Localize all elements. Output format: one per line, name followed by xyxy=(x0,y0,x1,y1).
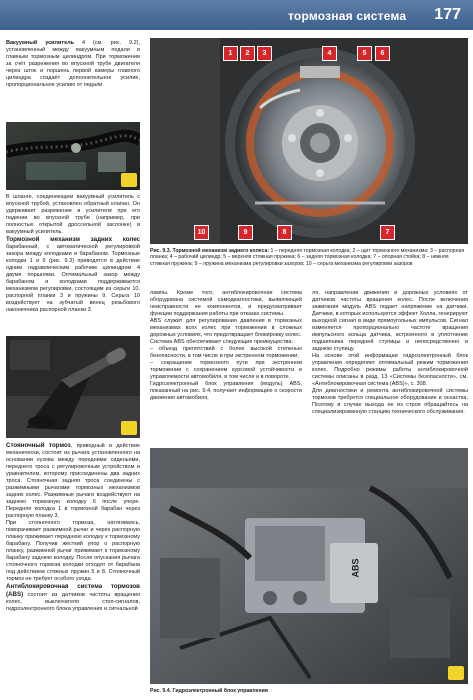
figure-caption-bottom: Рис. 9.4. Гидроэлектронный блок управления xyxy=(150,688,268,694)
callout-3: 3 xyxy=(257,46,272,61)
wrench-icon xyxy=(448,666,464,680)
wrench-icon xyxy=(121,421,137,435)
abs-label: ABS xyxy=(350,558,361,578)
paragraph: Вакуумный усилитель 4 (см. рис. 9.2), установленный между вакуумным педали и главным тормозным цилиндром. При торможении за счёт разрежения во впускной трубе двигателя через шток и поршень первой камеры главного цилиндра создаёт дополнительное усилие, пропорциональное усилию от педали. xyxy=(6,40,140,88)
callout-9: 9 xyxy=(238,225,253,240)
paragraph: – сокращение тормозного пути при экстренном торможении с сохранением курсовой устойчивости и управляемости автомобиля, в том числе и в повороте. xyxy=(150,360,302,380)
paragraph: Антиблокировочная система тормозов (ABS) состоит из датчиков частоты вращения колес, выключателя стоп-сигналов, гидроэлектронного блока управления и сигнальной xyxy=(6,583,140,612)
paragraph: Система ABS обеспечивает следующие преимущества: xyxy=(150,339,293,345)
vacuum-hose-photo xyxy=(6,122,140,190)
wrench-icon xyxy=(121,173,137,187)
paragraph: В шланге, соединяющем вакуумный усилитель с впускной трубой, установлен обратный клапан. Он удерживает разрежение в усилителе при его падении во впускной трубе (например, при полностью открытой дроссельной заслонке) в вакуумный усилитель. xyxy=(6,194,140,235)
paragraph: Стояночный тормоз, приводный в действие механически, состоит из рычага установленного на основании кузова между передними сиденьями, переднего троса с регулировочным устройством и уравнителем, которому присоединены два задних троса. Стояночная задняя троса соединены с разжимными рычагами тормозных механизмов задних колес. Разжимные рычаги воздействуют на заднюю тормозную колодку 6 после упоре. Передняя колодка 1 в тормозной барабан через распорную планку 3. xyxy=(6,442,140,519)
callout-6: 6 xyxy=(375,46,390,61)
paragraph: ля, направлении движения и дорожных условиях от датчиков частоты вращения колес. После включения зажигания модуль ABS подает напряжение на датчики. Датчики, в которых используется эффект Холла, генерируют выходной сигнал в виде прямоугольных импульсов. Сигнал изменяется пропорционально частоте вращения импульсного кольца датчика, встроенного в уплотнение подшипника передней ступицы и непосредственно в заднюю ступицу. xyxy=(312,290,468,352)
left-top-text xyxy=(6,40,140,120)
abs-unit-photo xyxy=(150,448,468,684)
section-title: тормозная система xyxy=(288,9,407,23)
rear-brake-photo xyxy=(150,38,468,244)
paragraph: – объезд препятствий с более высокой степенью безопасности, в том числе и при экстренном торможении; xyxy=(150,346,302,359)
callout-1: 1 xyxy=(223,46,238,61)
parking-brake-photo xyxy=(6,336,140,438)
callout-10: 10 xyxy=(194,225,209,240)
paragraph: Гидроэлектронный блок управления (модуль) ABS, показанный на рис. 9.4, получает информацию о скорости движения автомобиля, xyxy=(150,381,302,401)
callout-2: 2 xyxy=(240,46,255,61)
parking-brake-illustration xyxy=(6,336,140,438)
mid-column-text xyxy=(150,290,302,444)
right-column-text xyxy=(312,290,468,444)
paragraph: Тормозной механизм задних колес барабанный, с автоматической регулировкой зазора между колодками и барабаном. Тормозные колодки 1 и 6 (рис. 9.3) приводятся в действие одним гидравлическим рабочим цилиндром 4 двумя поршнями. Оптимальный зазор между барабаном и колодками поддерживается механизмом регулировки, состоящим из серьги 10, распорной планки 3 и пружины 9. Серьга 10 воздействует на зубчатый венец резьбового наконечника распорной планки 3. xyxy=(6,236,140,313)
paragraph: лампы. Кроме того, антиблокировочная система оборудована системой самодиагностики, выявляющей неисправности ее компонентов, и предусматривает функции поддержания работы при отказах системы. xyxy=(150,290,302,317)
callout-8: 8 xyxy=(277,225,292,240)
paragraph: Для диагностики и ремонта антиблокировочной системы тормозов требуется специальное оборудование и оснастка. Поэтому в случае выхода ее из строя обращайтесь на специализированную станцию технического обслуживания. xyxy=(312,388,468,415)
paragraph: При стояночного тормоза, натягиваясь, поворачивает разжимной рычаг и через распорную планку прижимает переднюю колодку к тормозному барабану. Получив жесткий упор о распорную планку, разжимной рычаг прижимает к тормозному барабану заднюю колодку. После опускания рычага стояночного тормоза колодки отходят от барабана под действием стяжных пружин 5 и 8. Стояночный тормоз не требует особого ухода. xyxy=(6,520,140,582)
abs-unit-illustration xyxy=(150,448,468,684)
paragraph: На основе этой информации гидроэлектронный блок управления определяет оптимальный режим торможения колес. Подробно режимы работы антиблокировочной системы описаны в разд. 13 «Системы безопасности», см. «Антиблокировочная система (ABS)», с. 308. xyxy=(312,353,468,387)
left-low-text xyxy=(6,442,140,697)
rear-brake-illustration xyxy=(150,38,468,244)
callout-5: 5 xyxy=(357,46,372,61)
callout-4: 4 xyxy=(322,46,337,61)
paragraph: ABS служит для регулирования давления в тормозных механизмах всех колес при торможении в сложных дорожных условиях, что предотвращает блокировку колес. xyxy=(150,318,302,338)
left-mid-text xyxy=(6,194,140,334)
figure-caption-top: Рис. 9.3. Тормозной механизм заднего колеса: 1 – передняя тормозная колодка; 2 – щит тормозного механизма; 3 – распорная планка; 4 – рабочий цилиндр; 5 – верхняя стяжная пружина; 6 – задняя тормозная колодка; 7 – опорная стойка; 8 – нижняя стяжная пружина; 9 – пружина механизма регулировки зазоров; 10 – серьга механизма регулировки зазоров xyxy=(150,248,465,267)
callout-7: 7 xyxy=(380,225,395,240)
page-number: 177 xyxy=(434,6,461,23)
vacuum-hose-illustration xyxy=(6,122,140,190)
